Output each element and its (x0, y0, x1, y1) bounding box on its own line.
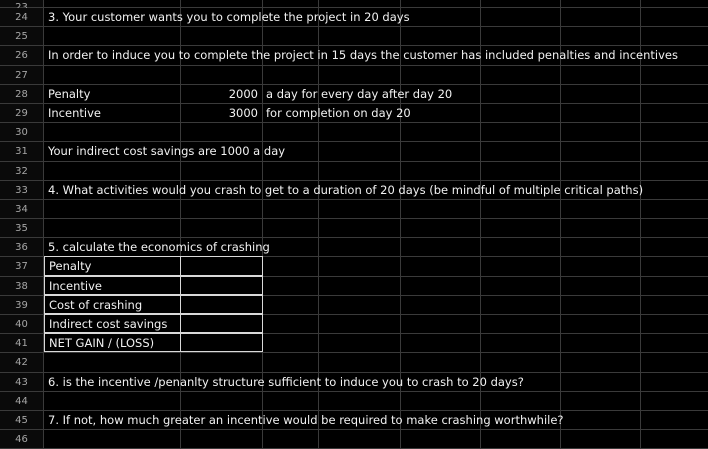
column-gridline (400, 392, 401, 410)
column-gridline (640, 315, 641, 333)
column-gridline (640, 27, 641, 45)
row-header[interactable]: 31 (0, 142, 44, 160)
table-cell[interactable] (180, 256, 263, 275)
column-gridline (560, 27, 561, 45)
column-gridline (400, 315, 401, 333)
column-gridline (262, 0, 263, 7)
sheet-row (0, 104, 708, 123)
row-header[interactable]: 44 (0, 392, 44, 410)
sheet-row (0, 85, 708, 104)
table-cell[interactable] (180, 276, 263, 295)
column-gridline (480, 257, 481, 275)
column-gridline (262, 392, 263, 410)
column-gridline (318, 257, 319, 275)
column-gridline (480, 0, 481, 7)
row-header[interactable]: 45 (0, 411, 44, 429)
column-gridline (262, 66, 263, 84)
column-gridline (560, 353, 561, 371)
table-cell[interactable]: Incentive (44, 276, 181, 295)
column-gridline (318, 200, 319, 218)
column-gridline (318, 142, 319, 160)
sheet-row (0, 200, 708, 219)
column-gridline (560, 200, 561, 218)
column-gridline (318, 334, 319, 352)
column-gridline (640, 296, 641, 314)
row-header[interactable]: 25 (0, 27, 44, 45)
row-header[interactable]: 43 (0, 373, 44, 391)
sheet-cell[interactable]: 4. What activities would you crash to get to a duration of 20 days (be mindful of multiple critical paths) (48, 182, 644, 197)
column-gridline (640, 257, 641, 275)
column-gridline (480, 238, 481, 256)
sheet-row (0, 8, 708, 27)
column-gridline (318, 66, 319, 84)
column-gridline (560, 392, 561, 410)
sheet-row (0, 257, 708, 276)
row-header[interactable]: 26 (0, 46, 44, 64)
column-gridline (560, 104, 561, 122)
column-gridline (480, 27, 481, 45)
column-gridline (318, 392, 319, 410)
column-gridline (480, 123, 481, 141)
column-gridline (400, 0, 401, 7)
sheet-cell[interactable]: 6. is the incentive /penanlty structure sufficient to induce you to crash to 20 days? (48, 374, 524, 389)
column-gridline (180, 200, 181, 218)
column-gridline (640, 85, 641, 103)
column-gridline (640, 8, 641, 26)
column-gridline (180, 0, 181, 7)
sheet-cell[interactable]: 2000 (228, 86, 258, 101)
column-gridline (560, 66, 561, 84)
sheet-cell[interactable]: Penalty (48, 86, 91, 101)
row-header[interactable]: 33 (0, 181, 44, 199)
column-gridline (560, 8, 561, 26)
column-gridline (400, 66, 401, 84)
column-gridline (640, 334, 641, 352)
sheet-row (0, 373, 708, 392)
row-header[interactable]: 28 (0, 85, 44, 103)
column-gridline (400, 353, 401, 371)
column-gridline (318, 315, 319, 333)
column-gridline (480, 353, 481, 371)
column-gridline (480, 8, 481, 26)
column-gridline (400, 219, 401, 237)
row-header[interactable]: 32 (0, 162, 44, 180)
sheet-cell[interactable]: 3. Your customer wants you to complete the project in 20 days (48, 10, 410, 24)
column-gridline (640, 0, 641, 7)
column-gridline (400, 27, 401, 45)
column-gridline (180, 66, 181, 84)
column-gridline (480, 315, 481, 333)
column-gridline (318, 277, 319, 295)
sheet-row (0, 392, 708, 411)
row-header[interactable]: 34 (0, 200, 44, 218)
column-gridline (262, 27, 263, 45)
row-header[interactable]: 39 (0, 296, 44, 314)
table-cell[interactable] (180, 295, 263, 314)
column-gridline (480, 104, 481, 122)
column-gridline (262, 353, 263, 371)
sheet-row (0, 296, 708, 315)
row-header[interactable]: 24 (0, 8, 44, 26)
column-gridline (560, 142, 561, 160)
table-cell[interactable] (180, 314, 263, 333)
sheet-row (0, 219, 708, 238)
sheet-cell[interactable]: In order to induce you to complete the project in 15 days the customer has included penalties and incentives (48, 48, 678, 63)
column-gridline (560, 257, 561, 275)
column-gridline (480, 66, 481, 84)
sheet-row (0, 353, 708, 372)
row-header[interactable] (0, 0, 44, 7)
column-gridline (318, 162, 319, 180)
column-gridline (318, 27, 319, 45)
row-header[interactable]: 42 (0, 353, 44, 371)
column-gridline (480, 219, 481, 237)
column-gridline (480, 277, 481, 295)
sheet-cell[interactable]: 7. If not, how much greater an incentive would be required to make crashing worthwhile? (48, 412, 564, 427)
column-gridline (480, 334, 481, 352)
sheet-row (0, 142, 708, 161)
sheet-row (0, 277, 708, 296)
column-gridline (640, 238, 641, 256)
row-header[interactable]: 27 (0, 66, 44, 84)
column-gridline (480, 296, 481, 314)
sheet-row (0, 162, 708, 181)
column-gridline (400, 200, 401, 218)
column-gridline (180, 219, 181, 237)
row-header[interactable]: 40 (0, 315, 44, 333)
column-gridline (480, 142, 481, 160)
column-gridline (318, 296, 319, 314)
column-gridline (560, 373, 561, 391)
sheet-row (0, 238, 708, 257)
table-cell[interactable] (180, 333, 263, 352)
row-header[interactable]: 35 (0, 219, 44, 237)
sheet-row (0, 46, 708, 65)
sheet-row (0, 0, 708, 8)
sheet-row (0, 181, 708, 200)
column-gridline (262, 200, 263, 218)
table-cell[interactable]: Cost of crashing (44, 295, 181, 314)
row-header[interactable]: 41 (0, 334, 44, 352)
column-gridline (640, 392, 641, 410)
column-gridline (640, 66, 641, 84)
column-gridline (262, 162, 263, 180)
column-gridline (400, 277, 401, 295)
table-cell[interactable]: Indirect cost savings (44, 314, 181, 333)
column-gridline (560, 219, 561, 237)
row-header[interactable]: 46 (0, 430, 44, 448)
sheet-cell[interactable]: Your indirect cost savings are 1000 a day (48, 144, 286, 159)
column-gridline (400, 123, 401, 141)
column-gridline (318, 123, 319, 141)
sheet-row (0, 123, 708, 142)
sheet-cell[interactable]: Incentive (48, 105, 101, 120)
column-gridline (640, 277, 641, 295)
column-gridline (262, 219, 263, 237)
sheet-cell[interactable]: a day for every day after day 20 (266, 86, 453, 101)
column-gridline (400, 296, 401, 314)
row-header[interactable]: 30 (0, 123, 44, 141)
column-gridline (400, 142, 401, 160)
row-header[interactable]: 38 (0, 277, 44, 295)
column-gridline (180, 162, 181, 180)
column-gridline (318, 353, 319, 371)
column-gridline (400, 257, 401, 275)
sheet-row (0, 66, 708, 85)
column-gridline (640, 104, 641, 122)
column-gridline (640, 200, 641, 218)
column-gridline (480, 85, 481, 103)
column-gridline (560, 0, 561, 7)
column-gridline (560, 123, 561, 141)
column-gridline (640, 162, 641, 180)
column-gridline (640, 373, 641, 391)
row-header[interactable]: 37 (0, 257, 44, 275)
table-cell[interactable]: NET GAIN / (LOSS) (44, 333, 181, 352)
column-gridline (480, 162, 481, 180)
column-gridline (318, 238, 319, 256)
column-gridline (640, 353, 641, 371)
column-gridline (640, 219, 641, 237)
sheet-row (0, 411, 708, 430)
column-gridline (560, 315, 561, 333)
column-gridline (180, 392, 181, 410)
column-gridline (640, 411, 641, 429)
table-cell[interactable]: Penalty (44, 256, 181, 275)
column-gridline (180, 123, 181, 141)
sheet-cell[interactable]: for completion on day 20 (266, 105, 411, 120)
column-gridline (400, 162, 401, 180)
column-gridline (262, 123, 263, 141)
column-gridline (560, 85, 561, 103)
sheet-row (0, 334, 708, 353)
column-gridline (400, 334, 401, 352)
column-gridline (640, 123, 641, 141)
sheet-cell[interactable]: 5. calculate the economics of crashing (48, 240, 270, 255)
column-gridline (400, 238, 401, 256)
column-gridline (180, 353, 181, 371)
sheet-cell[interactable]: 3000 (228, 105, 258, 120)
sheet-row (0, 315, 708, 334)
column-gridline (480, 392, 481, 410)
column-gridline (560, 277, 561, 295)
column-gridline (560, 296, 561, 314)
row-header[interactable]: 29 (0, 104, 44, 122)
column-gridline (180, 27, 181, 45)
sheet-row (0, 27, 708, 46)
column-gridline (640, 142, 641, 160)
column-gridline (560, 238, 561, 256)
column-gridline (480, 200, 481, 218)
column-gridline (318, 219, 319, 237)
row-header[interactable]: 36 (0, 238, 44, 256)
column-gridline (560, 334, 561, 352)
column-gridline (560, 162, 561, 180)
column-gridline (318, 0, 319, 7)
